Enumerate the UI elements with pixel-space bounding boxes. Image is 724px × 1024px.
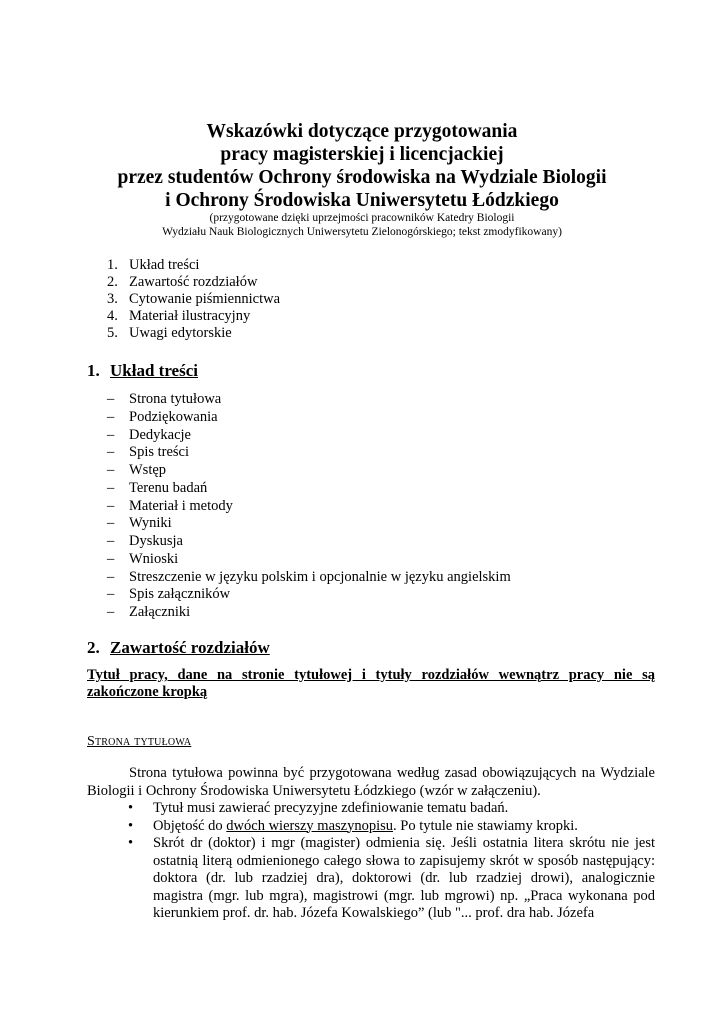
toc-label: Zawartość rozdziałów (129, 274, 258, 290)
toc-label: Materiał ilustracyjny (129, 308, 251, 324)
dash-marker: – (107, 568, 115, 585)
title-line: przez studentów Ochrony środowiska na Wydziale Biologii (117, 167, 607, 188)
list-item (107, 533, 511, 551)
dash-marker: – (107, 604, 115, 620)
table-of-contents (107, 257, 280, 342)
toc-number: 5. (107, 325, 118, 341)
list-item-label: Wstęp (129, 462, 167, 478)
list-item (107, 427, 511, 445)
section-title: Zawartość rozdziałów (110, 638, 270, 657)
toc-item (107, 325, 280, 342)
dash-marker: – (107, 497, 115, 514)
subtitle-line: (przygotowane dzięki uprzejmości pracowników Katedry Biologii (209, 212, 515, 224)
toc-label: Cytowanie piśmiennictwa (129, 291, 281, 307)
list-item (107, 462, 511, 480)
title-page-rules-list (128, 800, 655, 923)
section-heading-uklad-tresci (87, 361, 198, 381)
list-item-label: Wnioski (129, 550, 179, 567)
list-item-label: Dyskusja (129, 533, 183, 549)
list-item-label: Spis treści (129, 444, 190, 461)
list-item-label: Strona tytułowa (129, 391, 222, 407)
toc-label: Uwagi edytorskie (129, 325, 232, 341)
title-punctuation-rule: Tytuł pracy, dane na stronie tytułowej i tytuły rozdziałów wewnątrz pracy nie są zakończone kropką (87, 667, 655, 700)
bullet-text-underlined: dwóch wierszy maszynopisu (226, 817, 394, 834)
list-item (107, 569, 511, 587)
bullet-item (128, 835, 655, 923)
bullet-text: Tytuł musi zawierać precyzyjne zdefiniowanie tematu badań. (153, 800, 509, 816)
dash-marker: – (107, 550, 115, 567)
list-item (107, 586, 511, 604)
toc-number: 1. (107, 257, 118, 273)
dash-marker: – (107, 426, 115, 443)
title-line: pracy magisterskiej i licencjackiej (220, 144, 504, 165)
list-item (107, 444, 511, 462)
section-number: 1. (87, 361, 100, 380)
dash-marker: – (107, 408, 115, 425)
bullet-marker: • (128, 800, 134, 816)
list-item (107, 604, 511, 622)
list-item-label: Podziękowania (129, 408, 218, 425)
dash-marker: – (107, 479, 115, 496)
dash-marker: – (107, 444, 115, 461)
dash-marker: – (107, 515, 115, 532)
content-structure-list (107, 391, 511, 622)
toc-label: Układ treści (129, 257, 200, 273)
bullet-item (128, 818, 655, 836)
dash-marker: – (107, 586, 115, 603)
list-item-label: Dedykacje (129, 426, 191, 443)
bullet-text-pre: Objętość do (153, 817, 227, 834)
list-item-label: Spis załączników (129, 586, 231, 603)
list-item (107, 480, 511, 498)
list-item-label: Materiał i metody (129, 497, 233, 514)
toc-item (107, 308, 280, 325)
title-line: Wskazówki dotyczące przygotowania (206, 121, 518, 142)
list-item-label: Streszczenie w języku polskim i opcjonalnie w języku angielskim (129, 568, 511, 585)
toc-number: 2. (107, 274, 118, 290)
section-number: 2. (87, 638, 100, 657)
toc-item (107, 257, 280, 274)
bullet-item (128, 800, 655, 818)
list-item-label: Wyniki (129, 515, 172, 532)
title-page-paragraph: Strona tytułowa powinna być przygotowana według zasad obowiązujących na Wydziale Biologii i Ochrony Środowiska Uniwersytetu Łódzkiego (wzór w załączeniu). (87, 765, 655, 799)
dash-marker: – (107, 391, 115, 407)
section-title: Układ treści (110, 361, 198, 380)
document-title-block (0, 120, 724, 239)
section-heading-zawartosc-rozdzialow (87, 638, 270, 658)
dash-marker: – (107, 533, 115, 549)
toc-number: 3. (107, 291, 118, 307)
bullet-text-post: . Po tytule nie stawiamy kropki. (393, 817, 578, 834)
dash-marker: – (107, 462, 115, 478)
list-item (107, 515, 511, 533)
title-line: i Ochrony Środowiska Uniwersytetu Łódzkiego (165, 190, 559, 211)
subsection-heading-title-page: Strona tytułowa (87, 734, 192, 749)
bullet-marker: • (128, 817, 134, 834)
toc-number: 4. (107, 308, 118, 324)
list-item (107, 498, 511, 516)
list-item (107, 391, 511, 409)
list-item-label: Załączniki (129, 604, 191, 620)
bullet-marker: • (128, 835, 134, 851)
toc-item (107, 274, 280, 291)
toc-item (107, 291, 280, 308)
subtitle-line: Wydziału Nauk Biologicznych Uniwersytetu Zielonogórskiego; tekst zmodyfikowany) (162, 225, 562, 238)
list-item (107, 551, 511, 569)
list-item-label: Terenu badań (129, 479, 208, 496)
bullet-text: Skrót dr (doktor) i mgr (magister) odmienia się. Jeśli ostatnia litera skrótu nie jest ostatnią literą odmienionego całego słowa to zapisujemy skrót w sposób następujący: doktora (dr. lub rzadziej dra), doktorowi (dr. lub rzadziej drowi), analogicznie magistra (mgr. lub mgra), magistrowi (mgr. lub mgrowi) np. „Praca wykonana pod kierunkiem prof. dr. hab. Józefa Kowalskiego” (lub "... prof. dra hab. Józefa (153, 835, 655, 921)
list-item (107, 409, 511, 427)
